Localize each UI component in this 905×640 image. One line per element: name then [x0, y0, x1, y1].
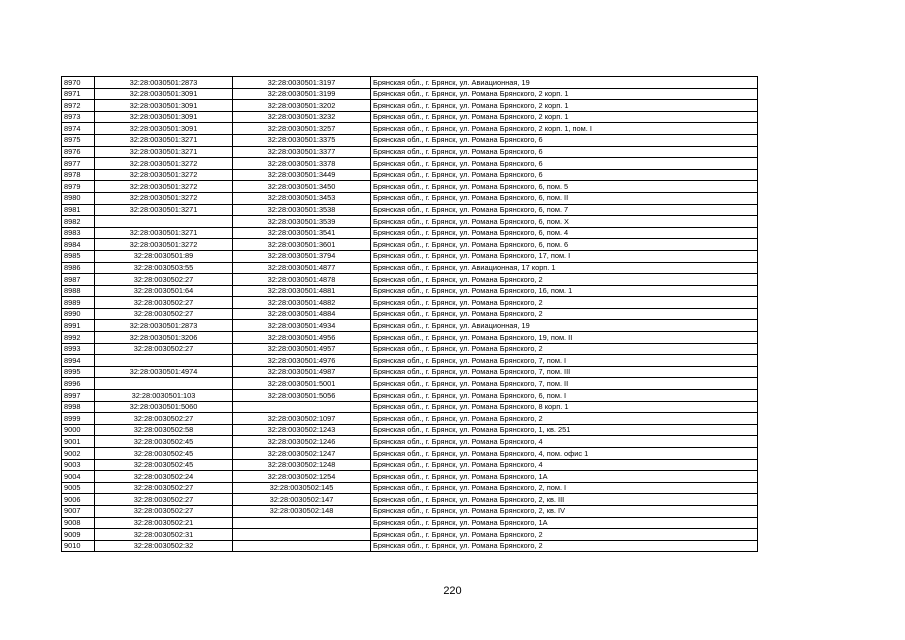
address-cell: Брянская обл., г. Брянск, ул. Авиационная, 19: [371, 77, 758, 89]
row-number-cell: 9008: [62, 517, 95, 529]
row-number-cell: 9005: [62, 482, 95, 494]
land-plot-number-cell: 32:28:0030502:24: [95, 471, 233, 483]
address-cell: Брянская обл., г. Брянск, ул. Романа Брянского, 2: [371, 297, 758, 309]
address-cell: Брянская обл., г. Брянск, ул. Романа Брянского, 2: [371, 274, 758, 286]
row-number-cell: 8996: [62, 378, 95, 390]
table-row: [62, 146, 758, 158]
row-number-cell: 8997: [62, 390, 95, 402]
table-row: [62, 332, 758, 344]
table-row: [62, 366, 758, 378]
object-number-cell: 32:28:0030501:4957: [233, 343, 371, 355]
row-number-cell: 8982: [62, 216, 95, 228]
table-row: [62, 134, 758, 146]
address-cell: Брянская обл., г. Брянск, ул. Романа Брянского, 1А: [371, 471, 758, 483]
row-number-cell: 9000: [62, 424, 95, 436]
land-plot-number-cell: 32:28:0030501:103: [95, 390, 233, 402]
address-cell: Брянская обл., г. Брянск, ул. Романа Брянского, 6, пом. 4: [371, 227, 758, 239]
land-plot-number-cell: [95, 355, 233, 367]
row-number-cell: 8987: [62, 274, 95, 286]
land-plot-number-cell: 32:28:0030502:31: [95, 529, 233, 541]
address-cell: Брянская обл., г. Брянск, ул. Романа Брянского, 6, пом. 6: [371, 239, 758, 251]
row-number-cell: 8989: [62, 297, 95, 309]
address-cell: Брянская обл., г. Брянск, ул. Романа Брянского, 6, пом. 7: [371, 204, 758, 216]
table-row: [62, 413, 758, 425]
land-plot-number-cell: 32:28:0030501:3206: [95, 332, 233, 344]
row-number-cell: 8984: [62, 239, 95, 251]
row-number-cell: 8977: [62, 158, 95, 170]
land-plot-number-cell: 32:28:0030501:3271: [95, 204, 233, 216]
table-row: [62, 77, 758, 89]
object-number-cell: 32:28:0030502:1097: [233, 413, 371, 425]
object-number-cell: 32:28:0030501:4987: [233, 366, 371, 378]
object-number-cell: 32:28:0030502:147: [233, 494, 371, 506]
address-cell: Брянская обл., г. Брянск, ул. Романа Брянского, 4: [371, 459, 758, 471]
land-plot-number-cell: 32:28:0030502:45: [95, 459, 233, 471]
table-row: [62, 181, 758, 193]
table-row: [62, 343, 758, 355]
land-plot-number-cell: 32:28:0030501:3091: [95, 111, 233, 123]
land-plot-number-cell: 32:28:0030502:27: [95, 413, 233, 425]
land-plot-number-cell: 32:28:0030501:3272: [95, 169, 233, 181]
table-row: [62, 274, 758, 286]
object-number-cell: 32:28:0030501:4884: [233, 308, 371, 320]
table-row: [62, 517, 758, 529]
row-number-cell: 8993: [62, 343, 95, 355]
land-plot-number-cell: 32:28:0030502:32: [95, 540, 233, 552]
land-plot-number-cell: 32:28:0030501:3272: [95, 239, 233, 251]
object-number-cell: 32:28:0030501:5056: [233, 390, 371, 402]
object-number-cell: 32:28:0030501:3197: [233, 77, 371, 89]
address-cell: Брянская обл., г. Брянск, ул. Романа Брянского, 6: [371, 146, 758, 158]
object-number-cell: 32:28:0030501:3539: [233, 216, 371, 228]
land-plot-number-cell: 32:28:0030502:27: [95, 494, 233, 506]
address-cell: Брянская обл., г. Брянск, ул. Романа Брянского, 6, пом. II: [371, 192, 758, 204]
table-row: [62, 390, 758, 402]
row-number-cell: 8976: [62, 146, 95, 158]
table-row: [62, 285, 758, 297]
address-cell: Брянская обл., г. Брянск, ул. Романа Брянского, 6, пом. X: [371, 216, 758, 228]
land-plot-number-cell: [95, 216, 233, 228]
object-number-cell: 32:28:0030502:148: [233, 505, 371, 517]
land-plot-number-cell: 32:28:0030502:27: [95, 274, 233, 286]
object-number-cell: 32:28:0030501:3538: [233, 204, 371, 216]
table-row: [62, 88, 758, 100]
row-number-cell: 9010: [62, 540, 95, 552]
address-cell: Брянская обл., г. Брянск, ул. Авиационная, 17 корп. 1: [371, 262, 758, 274]
row-number-cell: 9003: [62, 459, 95, 471]
object-number-cell: 32:28:0030502:1254: [233, 471, 371, 483]
land-plot-number-cell: 32:28:0030503:55: [95, 262, 233, 274]
object-number-cell: 32:28:0030501:3375: [233, 134, 371, 146]
land-plot-number-cell: 32:28:0030502:27: [95, 343, 233, 355]
object-number-cell: 32:28:0030502:1247: [233, 448, 371, 460]
address-cell: Брянская обл., г. Брянск, ул. Романа Брянского, 2: [371, 529, 758, 541]
object-number-cell: 32:28:0030501:3601: [233, 239, 371, 251]
row-number-cell: 8973: [62, 111, 95, 123]
row-number-cell: 9009: [62, 529, 95, 541]
row-number-cell: 8975: [62, 134, 95, 146]
address-cell: Брянская обл., г. Брянск, ул. Романа Брянского, 2: [371, 540, 758, 552]
address-cell: Брянская обл., г. Брянск, ул. Романа Брянского, 7, пом. I: [371, 355, 758, 367]
address-cell: Брянская обл., г. Брянск, ул. Романа Брянского, 16, пом. 1: [371, 285, 758, 297]
object-number-cell: 32:28:0030501:3449: [233, 169, 371, 181]
table-row: [62, 227, 758, 239]
address-cell: Брянская обл., г. Брянск, ул. Романа Брянского, 2 корп. 1: [371, 100, 758, 112]
address-cell: Брянская обл., г. Брянск, ул. Романа Брянского, 8 корп. 1: [371, 401, 758, 413]
object-number-cell: 32:28:0030501:4881: [233, 285, 371, 297]
address-cell: Брянская обл., г. Брянск, ул. Романа Брянского, 6: [371, 134, 758, 146]
address-cell: Брянская обл., г. Брянск, ул. Романа Брянского, 2: [371, 413, 758, 425]
table-row: [62, 100, 758, 112]
page-number: 220: [443, 585, 462, 597]
object-number-cell: 32:28:0030501:3199: [233, 88, 371, 100]
row-number-cell: 9007: [62, 505, 95, 517]
row-number-cell: 8979: [62, 181, 95, 193]
address-cell: Брянская обл., г. Брянск, ул. Романа Брянского, 4: [371, 436, 758, 448]
address-cell: Брянская обл., г. Брянск, ул. Романа Брянского, 1А: [371, 517, 758, 529]
address-cell: Брянская обл., г. Брянск, ул. Романа Брянского, 2: [371, 343, 758, 355]
object-number-cell: 32:28:0030502:1243: [233, 424, 371, 436]
address-cell: Брянская обл., г. Брянск, ул. Романа Брянского, 6, пом. 5: [371, 181, 758, 193]
land-plot-number-cell: 32:28:0030501:89: [95, 250, 233, 262]
table-row: [62, 459, 758, 471]
table-row: [62, 158, 758, 170]
object-number-cell: 32:28:0030501:3450: [233, 181, 371, 193]
land-plot-number-cell: 32:28:0030502:27: [95, 482, 233, 494]
land-plot-number-cell: 32:28:0030501:3271: [95, 146, 233, 158]
table-row: [62, 320, 758, 332]
row-number-cell: 9001: [62, 436, 95, 448]
land-plot-number-cell: 32:28:0030501:3272: [95, 192, 233, 204]
land-plot-number-cell: 32:28:0030502:27: [95, 308, 233, 320]
table-body: [62, 77, 758, 552]
table-row: [62, 540, 758, 552]
row-number-cell: 8974: [62, 123, 95, 135]
row-number-cell: 8991: [62, 320, 95, 332]
object-number-cell: 32:28:0030501:3541: [233, 227, 371, 239]
land-plot-number-cell: 32:28:0030501:3091: [95, 88, 233, 100]
object-number-cell: 32:28:0030501:3232: [233, 111, 371, 123]
land-plot-number-cell: 32:28:0030501:3271: [95, 134, 233, 146]
row-number-cell: 8983: [62, 227, 95, 239]
land-plot-number-cell: 32:28:0030501:2873: [95, 77, 233, 89]
object-number-cell: 32:28:0030501:4976: [233, 355, 371, 367]
address-cell: Брянская обл., г. Брянск, ул. Романа Брянского, 2, пом. I: [371, 482, 758, 494]
row-number-cell: 8998: [62, 401, 95, 413]
row-number-cell: 9002: [62, 448, 95, 460]
row-number-cell: 8978: [62, 169, 95, 181]
row-number-cell: 8981: [62, 204, 95, 216]
land-plot-number-cell: 32:28:0030501:4974: [95, 366, 233, 378]
address-cell: Брянская обл., г. Брянск, ул. Романа Брянского, 6: [371, 169, 758, 181]
row-number-cell: 8985: [62, 250, 95, 262]
table-row: [62, 297, 758, 309]
address-cell: Брянская обл., г. Брянск, ул. Романа Брянского, 6, пом. I: [371, 390, 758, 402]
object-number-cell: 32:28:0030501:4877: [233, 262, 371, 274]
land-plot-number-cell: 32:28:0030501:2873: [95, 320, 233, 332]
table-row: [62, 448, 758, 460]
table-row: [62, 401, 758, 413]
table-row: [62, 216, 758, 228]
row-number-cell: 8972: [62, 100, 95, 112]
table-row: [62, 482, 758, 494]
row-number-cell: 8986: [62, 262, 95, 274]
land-plot-number-cell: 32:28:0030501:3272: [95, 181, 233, 193]
object-number-cell: 32:28:0030501:3378: [233, 158, 371, 170]
address-cell: Брянская обл., г. Брянск, ул. Романа Брянского, 2 корп. 1: [371, 111, 758, 123]
land-plot-number-cell: 32:28:0030502:27: [95, 505, 233, 517]
address-cell: Брянская обл., г. Брянск, ул. Романа Брянского, 2, кв. III: [371, 494, 758, 506]
address-cell: Брянская обл., г. Брянск, ул. Романа Брянского, 2 корп. 1: [371, 88, 758, 100]
object-number-cell: 32:28:0030501:3453: [233, 192, 371, 204]
land-plot-number-cell: 32:28:0030501:3091: [95, 123, 233, 135]
land-plot-number-cell: 32:28:0030501:3271: [95, 227, 233, 239]
table-row: [62, 123, 758, 135]
object-number-cell: 32:28:0030502:145: [233, 482, 371, 494]
row-number-cell: 8990: [62, 308, 95, 320]
table-row: [62, 424, 758, 436]
address-cell: Брянская обл., г. Брянск, ул. Романа Брянского, 7, пом. II: [371, 378, 758, 390]
object-number-cell: 32:28:0030502:1248: [233, 459, 371, 471]
address-cell: Брянская обл., г. Брянск, ул. Романа Брянского, 19, пом. II: [371, 332, 758, 344]
object-number-cell: 32:28:0030502:1246: [233, 436, 371, 448]
address-cell: Брянская обл., г. Брянск, ул. Романа Брянского, 4, пом. офис 1: [371, 448, 758, 460]
row-number-cell: 8995: [62, 366, 95, 378]
land-plot-number-cell: 32:28:0030501:3272: [95, 158, 233, 170]
address-cell: Брянская обл., г. Брянск, ул. Романа Брянского, 1, кв. 251: [371, 424, 758, 436]
land-plot-number-cell: [95, 378, 233, 390]
table-row: [62, 494, 758, 506]
table-row: [62, 192, 758, 204]
table-row: [62, 355, 758, 367]
address-cell: Брянская обл., г. Брянск, ул. Романа Брянского, 17, пом. I: [371, 250, 758, 262]
object-number-cell: 32:28:0030501:3377: [233, 146, 371, 158]
address-cell: Брянская обл., г. Брянск, ул. Романа Брянского, 2: [371, 308, 758, 320]
row-number-cell: 8999: [62, 413, 95, 425]
row-number-cell: 8992: [62, 332, 95, 344]
land-plot-number-cell: 32:28:0030502:45: [95, 448, 233, 460]
object-number-cell: 32:28:0030501:4882: [233, 297, 371, 309]
cadastral-table: [61, 76, 758, 552]
table-row: [62, 436, 758, 448]
land-plot-number-cell: 32:28:0030501:5060: [95, 401, 233, 413]
object-number-cell: [233, 401, 371, 413]
row-number-cell: 9006: [62, 494, 95, 506]
table-row: [62, 239, 758, 251]
table-row: [62, 169, 758, 181]
object-number-cell: 32:28:0030501:3794: [233, 250, 371, 262]
address-cell: Брянская обл., г. Брянск, ул. Романа Брянского, 6: [371, 158, 758, 170]
land-plot-number-cell: 32:28:0030502:58: [95, 424, 233, 436]
object-number-cell: [233, 517, 371, 529]
object-number-cell: 32:28:0030501:4934: [233, 320, 371, 332]
row-number-cell: 8988: [62, 285, 95, 297]
object-number-cell: [233, 540, 371, 552]
row-number-cell: 8980: [62, 192, 95, 204]
table-row: [62, 308, 758, 320]
table-row: [62, 378, 758, 390]
object-number-cell: 32:28:0030501:3257: [233, 123, 371, 135]
address-cell: Брянская обл., г. Брянск, ул. Авиационная, 19: [371, 320, 758, 332]
object-number-cell: 32:28:0030501:4878: [233, 274, 371, 286]
land-plot-number-cell: 32:28:0030501:3091: [95, 100, 233, 112]
address-cell: Брянская обл., г. Брянск, ул. Романа Брянского, 7, пом. III: [371, 366, 758, 378]
address-cell: Брянская обл., г. Брянск, ул. Романа Брянского, 2 корп. 1, пом. I: [371, 123, 758, 135]
table-row: [62, 111, 758, 123]
object-number-cell: 32:28:0030501:5001: [233, 378, 371, 390]
table-row: [62, 471, 758, 483]
row-number-cell: 8970: [62, 77, 95, 89]
object-number-cell: 32:28:0030501:4956: [233, 332, 371, 344]
land-plot-number-cell: 32:28:0030502:45: [95, 436, 233, 448]
land-plot-number-cell: 32:28:0030502:27: [95, 297, 233, 309]
table-row: [62, 262, 758, 274]
land-plot-number-cell: 32:28:0030501:64: [95, 285, 233, 297]
row-number-cell: 9004: [62, 471, 95, 483]
table-row: [62, 250, 758, 262]
address-cell: Брянская обл., г. Брянск, ул. Романа Брянского, 2, кв. IV: [371, 505, 758, 517]
land-plot-number-cell: 32:28:0030502:21: [95, 517, 233, 529]
table-row: [62, 204, 758, 216]
object-number-cell: 32:28:0030501:3202: [233, 100, 371, 112]
row-number-cell: 8971: [62, 88, 95, 100]
table-row: [62, 505, 758, 517]
table-row: [62, 529, 758, 541]
row-number-cell: 8994: [62, 355, 95, 367]
object-number-cell: [233, 529, 371, 541]
